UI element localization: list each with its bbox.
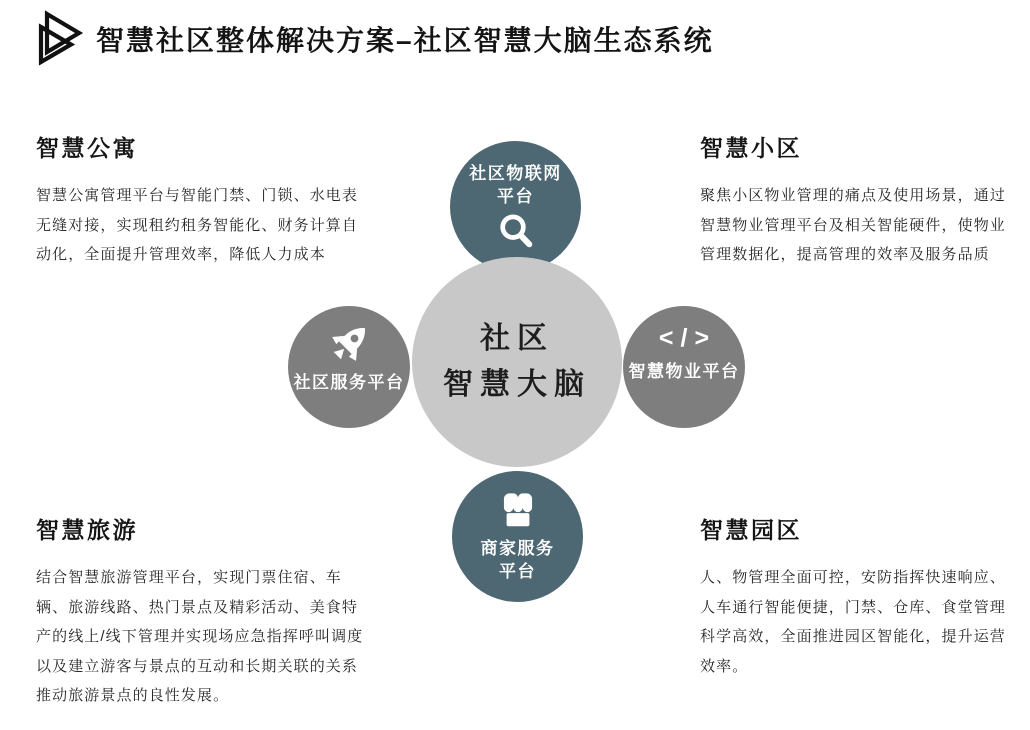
- section-smart-apartment: [36, 130, 362, 270]
- node-merchant-platform: [452, 471, 583, 602]
- center-label-line2: 智慧大脑: [443, 368, 591, 401]
- header: [30, 10, 714, 68]
- section-smart-residential: [700, 130, 1012, 270]
- section-heading-park: 智慧园区: [700, 517, 802, 543]
- section-body-park: 人、物管理全面可控，安防指挥快速响应、人车通行智能便捷，门禁、仓库、食堂管理科学高效，全面推进园区智能化，提升运营效率。: [700, 569, 1006, 675]
- merchant-platform-label-line2: 平台: [499, 562, 536, 581]
- merchant-platform-label-line1: 商家服务: [480, 539, 555, 558]
- section-smart-tourism: [36, 512, 366, 711]
- section-heading-tourism: 智慧旅游: [36, 517, 138, 543]
- storefront-icon: [493, 484, 543, 534]
- rocket-icon: [323, 318, 375, 370]
- section-heading-residential: 智慧小区: [700, 135, 802, 161]
- center-label-line1: 社区: [480, 322, 554, 355]
- node-property-platform: [623, 306, 745, 428]
- page-title: 智慧社区整体解决方案–社区智慧大脑生态系统: [96, 25, 714, 56]
- magnifier-icon: [495, 210, 537, 252]
- section-body-tourism: 结合智慧旅游管理平台，实现门票住宿、车辆、旅游线路、热门景点及精彩活动、美食特产的线上/线下管理并实现场应急指挥呼叫调度以及建立游客与景点的互动和长期关联的关系推动旅游景点的良性发展。: [36, 569, 364, 704]
- section-smart-park: [700, 512, 1018, 681]
- center-node-community-smart-brain: [412, 257, 622, 467]
- iot-platform-label-line1: 社区物联网: [469, 164, 562, 183]
- node-community-service-platform: [288, 306, 410, 428]
- double-triangle-logo-icon: [30, 10, 88, 68]
- property-platform-label: 智慧物业平台: [628, 362, 740, 381]
- section-heading-apartment: 智慧公寓: [36, 135, 138, 161]
- node-iot-platform: [450, 141, 581, 272]
- code-icon: </>: [658, 324, 717, 352]
- iot-platform-label-line2: 平台: [497, 187, 534, 206]
- section-body-residential: 聚焦小区物业管理的痛点及使用场景，通过智慧物业管理平台及相关智能硬件，使物业管理数据化，提高管理的效率及服务品质: [700, 187, 1006, 263]
- community-service-platform-label: 社区服务平台: [293, 373, 405, 392]
- section-body-apartment: 智慧公寓管理平台与智能门禁、门锁、水电表无缝对接，实现租约租务智能化、财务计算自动化，全面提升管理效率，降低人力成本: [36, 187, 359, 263]
